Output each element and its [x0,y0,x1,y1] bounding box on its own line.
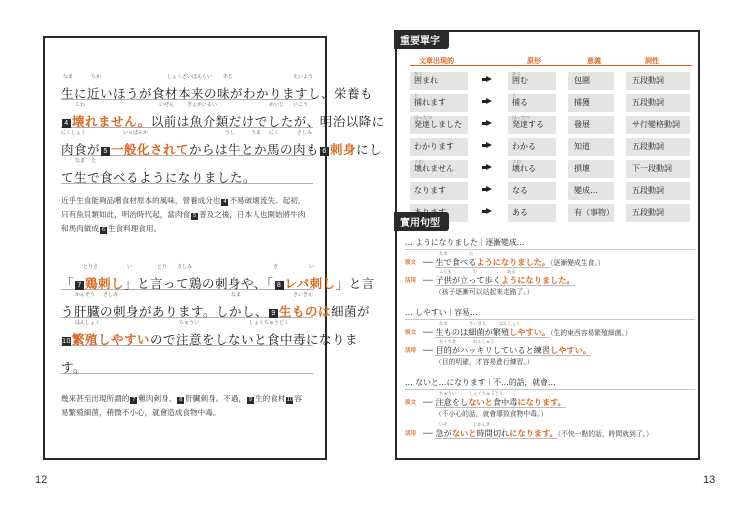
furigana: はんしょく [75,320,101,326]
note-badge: 9 [249,397,253,403]
vocab-row [410,202,692,224]
note-badge: 10 [62,338,71,345]
vocab-meaning-text: 有（事物） [574,208,614,217]
zh-line [61,222,315,236]
jp-text: 食中毒 [492,397,518,407]
vocab-row [410,114,692,136]
note-badge: 5 [101,147,110,156]
translation: （生的東西容易繁殖細菌。） [550,329,632,337]
furigana: い [309,264,315,270]
zh-text: 易繁殖細菌，稍微不小心，就會造成食物中毒。 [61,408,221,417]
furigana: うま [251,130,262,136]
highlight-term: しやすい。 [509,327,551,337]
furigana: はったつ [512,116,530,121]
zh-text: 只有魚貝類如此，明治時代起，當肉食 [61,210,191,219]
vocab-form-text: 捕れます [414,98,446,107]
jp-paragraph-1 [61,72,385,185]
example-sentence [435,275,574,286]
pattern-title: … ようになりました｜逐漸變成… [405,236,695,250]
note-badge: 6 [101,227,105,233]
furigana: さしみ [297,130,313,136]
vocab-cell-base [508,160,556,178]
furigana: もくてき [439,340,457,345]
zh-text: 容 [294,394,303,403]
vocab-pos-text: 五段動詞 [632,142,664,151]
note-badge: 7 [132,397,136,403]
furigana: しょくざいほんらい [167,74,213,80]
vocab-cell-base [508,204,556,222]
vocab-cell-meaning [568,160,614,178]
page-number: 13 [703,474,716,486]
furigana: さ [273,264,279,270]
arrow-right-icon [486,98,492,104]
zh-text: 近乎生食能夠品嚐食材原本的風味，營養成分也 [61,196,221,205]
highlight-term: になります。 [509,428,558,438]
furigana: いこう [293,102,309,108]
vocab-form-text: 発達しました [414,120,462,129]
translation: （目的明確，才容易進行練習。） [435,358,534,366]
zh-text: 不易破壞流失。起初， [229,196,306,205]
vocab-cell-form [410,116,468,134]
furigana: えいよう [293,74,314,80]
vocab-form-text: なります [414,186,446,195]
furigana: にくしょく [61,130,87,136]
example-sentence [435,428,557,439]
vocab-meaning-text: 包圍 [574,76,590,85]
furigana: こわ [414,160,423,165]
furigana: なま [63,74,74,80]
highlight-term: ようになりました。 [476,257,551,267]
note-badge: 4 [223,199,227,205]
vocab-cell-pos [626,72,690,90]
furigana: た [473,270,478,275]
jp-line [61,262,375,291]
dash: ── [423,275,436,285]
furigana: ちゅうい [439,392,457,397]
jp-text: 時間切れ [476,428,510,438]
example-label: 原文 [405,260,417,266]
vocab-meaning-text: 損壞 [574,164,590,173]
vocab-cell-meaning [568,94,614,112]
vocab-row [410,136,692,158]
vocab-cell-base [508,182,556,200]
vocab-meaning-text: 變成… [574,186,598,195]
furigana: た [91,158,97,164]
translation: （不小心的話，就會導致食物中毒。） [435,410,548,418]
zh-text: 雞肉刺身、 [138,394,177,403]
vocab-pos-text: サ行變格動詞 [632,120,680,129]
furigana: ぎょかいるい [187,102,218,108]
zh-line [61,194,315,208]
jp-line [61,100,385,129]
furigana: かこ [512,72,521,77]
jp-line [61,290,371,319]
pattern-section-title: 實用句型 [394,212,449,231]
vocab-row [410,92,692,114]
highlight-term: ようになりました。 [500,275,575,285]
furigana: かんぞう [75,292,96,298]
vocab-cell-pos [626,116,690,134]
furigana: にく [269,130,280,136]
vocab-pos-text: 五段動詞 [632,186,664,195]
jp-text: 」と言 [335,276,375,291]
furigana: と [512,94,517,99]
highlight-term: 壊れません。 [72,114,151,129]
furigana: ちか [91,74,102,80]
furigana: とり [157,264,168,270]
vocab-header-form: 文章出現的 [419,57,454,65]
translation: （逐漸變成生食。） [550,259,605,267]
pattern-title: … しやすい｜容易… [405,306,695,320]
dash: ── [423,345,436,355]
example-sentence [435,397,565,408]
furigana: なま [75,158,86,164]
vocab-cell-pos [626,138,690,156]
jp-text: 生で食べる [435,257,477,267]
example-line-usage [405,268,695,286]
vocab-cell-meaning [568,138,614,156]
vocab-pos-text: 五段動詞 [632,208,664,217]
jp-text: 以前は魚介類だけでしたが、明治以降に [150,114,385,129]
vocab-section-title: 重要單字 [394,30,449,49]
furigana: ある [507,270,516,275]
note-badge: 7 [75,281,84,290]
jp-text: 子供が立って歩く [435,275,501,285]
furigana: しょくちゅうどく [469,392,504,397]
jp-line [61,156,313,184]
note-badge: 9 [269,309,278,318]
jp-text: す。 [61,360,87,375]
example-line-original [405,250,695,268]
dash: ── [423,327,436,337]
furigana: いそ [439,423,448,428]
furigana: とりさ [83,264,99,270]
furigana: さしみ [103,292,119,298]
vocab-cell-meaning [568,72,614,90]
jp-text: 生ものは細菌が繁殖 [435,327,510,337]
example-line-usage [405,421,695,439]
zh-text: 普及之後，日本人也開始將牛肉 [199,210,306,219]
vocab-base-text: 発達する [512,120,544,129]
zh-text: 肝臟刺身。不過， [185,394,247,403]
vocab-cell-pos [626,204,690,222]
vocab-row [410,70,692,92]
furigana: はんしょく [499,322,521,327]
vocab-cell-form [410,182,468,200]
zh-text: 生食料理食用。 [107,224,162,233]
zh-line [61,392,315,406]
jp-line [61,72,374,101]
arrow-right-icon [486,120,492,126]
jp-text: う肝臓の刺身があります。しかし、 [61,304,269,319]
furigana: れんしゅう [473,340,495,345]
arrow-right-icon [486,164,492,170]
arrow-right-icon [486,208,492,214]
furigana: なま [231,292,242,298]
zh-text: 和馬肉做成 [61,224,99,233]
note-badge: 10 [286,397,293,403]
zh-translation-1 [61,194,315,236]
example-line-original [405,320,695,338]
highlight-term: 生ものは [279,304,332,319]
vocab-row [410,180,692,202]
zh-translation-2 [61,392,315,420]
jp-text: 細菌が [331,304,371,319]
furigana: ちゅうい [179,320,200,326]
highlight-term: レバ刺し [284,276,336,291]
jp-text: にし [356,142,383,157]
furigana: と [414,94,419,99]
vocab-base-text: 壊れる [512,164,536,173]
note-badge: 4 [62,119,71,128]
furigana: いぜん [159,102,175,108]
dash: ── [423,428,436,438]
furigana: さいきん [469,322,487,327]
example-label: 活用 [405,278,417,284]
furigana: なま [439,322,448,327]
right-page-frame [395,30,700,460]
pattern-title: … ないと…になります｜不…的話，就會… [405,376,695,390]
vocab-cell-meaning [568,204,614,222]
highlight-term: 繁殖しやすい [72,332,151,347]
jp-text: て生で食べるようになりました。 [61,170,257,185]
furigana: うし [225,130,236,136]
example-line-usage [405,338,695,356]
furigana: あじ [223,74,234,80]
zh-line [61,406,315,420]
vocab-pos-text: 五段動詞 [632,76,664,85]
highlight-term: しやすい。 [550,345,592,355]
highlight-term: 刺身 [330,142,357,157]
jp-text: からは牛とか馬の肉も [189,142,320,157]
furigana: さいきん [293,292,314,298]
furigana: い [127,264,133,270]
vocab-base-text: ある [512,208,528,217]
example-label: 活用 [405,348,417,354]
highlight-term: ないと [468,397,493,407]
jp-text: 急が [435,428,452,438]
vocab-cell-pos [626,94,690,112]
vocab-meaning-text: 知道 [574,142,590,151]
vocab-cell-base [508,116,556,134]
example-line-original [405,390,695,408]
pattern-block [405,376,695,439]
zh-text: 生的食材 [255,394,286,403]
example-sentence [435,345,591,356]
highlight-term: 一般化されて [111,142,190,157]
furigana: こども [439,270,452,275]
jp-line [61,318,359,347]
vocab-cell-meaning [568,182,614,200]
note-badge: 6 [320,147,329,156]
furigana: なま [439,252,448,257]
vocab-cell-meaning [568,116,614,134]
translation: （孩子逐漸可以站起來走路了。） [435,288,534,296]
example-sentence [435,257,550,268]
furigana: た [469,252,474,257]
example-label: 活用 [405,431,417,437]
furigana: さしみ [177,264,193,270]
note-badge: 5 [193,213,197,219]
jp-text: 目的がハッキリしていると練習 [435,345,551,355]
vocab-header-base: 原形 [527,57,541,65]
jp-text: 生に近いほうが食材本来の味がわかりますし、栄養も [61,86,374,101]
vocab-base-text: 囲む [512,76,528,85]
furigana: いっぱんか [123,130,149,136]
example-label: 原文 [405,400,417,406]
zh-text: 幾來甚至出現所謂的 [61,394,130,403]
vocab-cell-pos [626,160,690,178]
vocab-header-pos: 詞性 [645,57,659,65]
zh-line [61,208,315,222]
vocab-form-text: わかります [414,142,454,151]
arrow-right-icon [486,142,492,148]
example-sentence [435,327,550,338]
furigana: かこ [414,72,423,77]
jp-text: 肉食が [61,142,101,157]
furigana: こわ [75,102,86,108]
furigana: じかんぎ [473,423,491,428]
vocab-row [410,158,692,180]
jp-text: 」と言って鶏の刺身や、「 [124,276,274,291]
vocab-cell-pos [626,182,690,200]
example-label: 原文 [405,330,417,336]
vocab-form-text: 囲まれ [414,76,438,85]
vocab-cell-form [410,72,468,90]
pattern-block [405,306,695,369]
highlight-term: ないと [451,428,477,438]
furigana: こわ [512,160,521,165]
vocab-base-text: 捕る [512,98,528,107]
jp-text: 注意をし [435,397,469,407]
highlight-term: 鶏刺し [85,276,125,291]
vocab-pos-text: 五段動詞 [632,98,664,107]
arrow-right-icon [486,76,492,82]
furigana: めいじ [269,102,285,108]
jp-line [61,128,383,157]
jp-text: ので注意をしないと食中毒になりま [150,332,359,347]
dash: ── [423,257,436,267]
jp-paragraph-2 [61,262,375,375]
arrow-right-icon [486,186,492,192]
furigana: しょくちゅうどく [249,320,290,326]
note-badge: 8 [179,397,183,403]
note-badge: 8 [275,281,284,290]
translation: （不快一點的話，時間就到了。） [557,430,653,438]
jp-text: 「 [61,276,75,291]
dash: ── [423,397,436,407]
vocab-pos-text: 下一段動詞 [632,164,672,173]
vocab-form-text: 壊れません [414,164,454,173]
vocab-header-rule [410,65,692,66]
vocab-base-text: なる [512,186,528,195]
vocab-header-meaning: 意義 [587,57,601,65]
vocab-meaning-text: 捕獲 [574,98,590,107]
pattern-block [405,236,695,299]
jp-line [61,346,313,374]
page-number: 12 [35,474,48,486]
vocab-meaning-text: 發展 [574,120,590,129]
furigana: はったつ [414,116,432,121]
highlight-term: になります。 [517,397,566,407]
vocab-base-text: わかる [512,142,536,151]
right-page [375,0,750,507]
vocab-cell-form [410,160,468,178]
left-page-frame [43,36,385,460]
